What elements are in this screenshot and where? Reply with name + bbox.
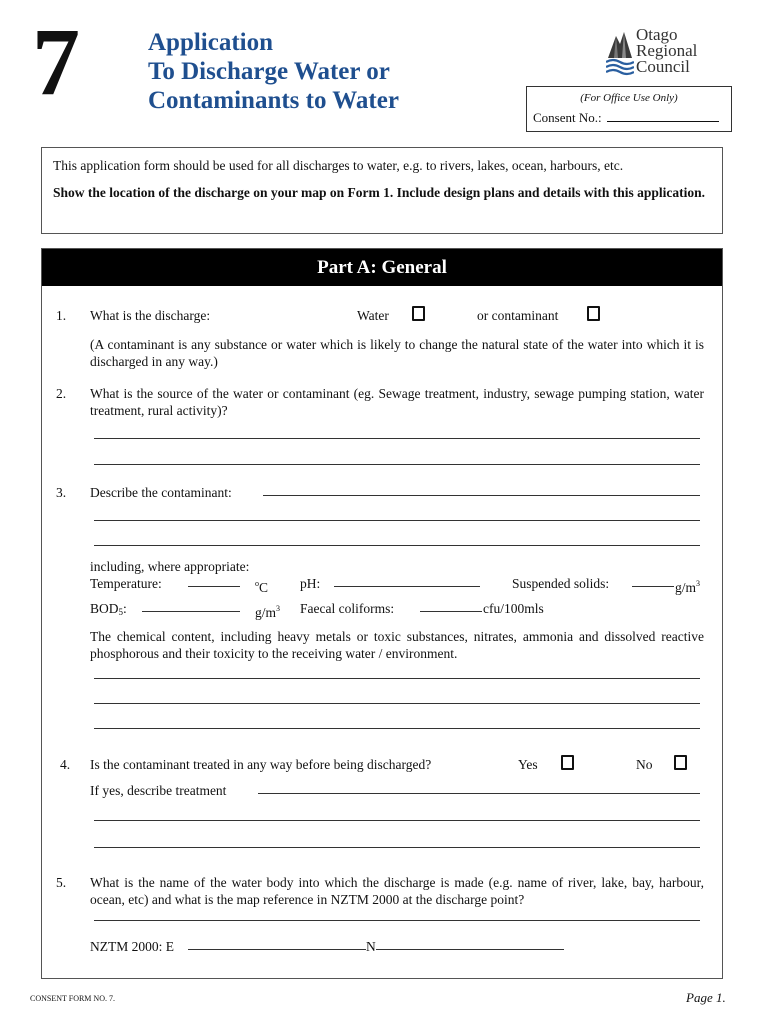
treatment-answer-line-2[interactable] [94,820,700,821]
title-line-3: Contaminants to Water [148,87,399,114]
part-a-section [41,248,723,979]
q5-text: What is the name of the water body into which the discharge is made (e.g. name of river, lake, bay, harbour, ocean, etc) and what is the map reference in NZTM 2000 at the discharge point? [90,875,704,907]
chemical-content-text: The chemical content, including heavy metals or toxic substances, nitrates, ammonia and dissolved reactive phosphorous and their toxicity to the receiving water / environment. [90,629,704,661]
footer-form-label: CONSENT FORM NO. 7. [30,994,115,1003]
q1-note: (A contaminant is any substance or water which is likely to change the natural state of the water into which it is discharged in any way.) [90,337,704,369]
consent-no-field[interactable] [607,111,719,122]
q3-including: including, where appropriate: [90,559,250,574]
bod-field[interactable] [142,611,240,612]
temperature-unit: $^o$C [255,579,269,595]
intro-line-2: Show the location of the discharge on your map on Form 1. Include design plans and details with this application. [53,185,705,200]
faecal-coliforms-field[interactable] [420,611,482,612]
bod-unit: $g/m^3$ [255,604,281,620]
ph-field[interactable] [334,586,480,587]
q4-text: Is the contaminant treated in any way before being discharged? [90,757,432,772]
q3-text: Describe the contaminant: [90,485,232,500]
intro-line-1: This application form should be used for all discharges to water, e.g. to rivers, lakes, ocean, harbours, etc. [53,158,624,173]
q2-number: 2. [56,386,67,401]
part-a-title: Part A: General [42,249,722,286]
q2-answer-line-2[interactable] [94,464,700,465]
suspended-solids-label: Suspended solids: [512,576,610,591]
consent-no-row [533,110,731,126]
logo-text: Otago Regional Council [636,25,698,76]
form-title [148,28,399,115]
q2-answer-line-1[interactable] [94,438,700,439]
temperature-field[interactable] [188,586,240,587]
suspended-solids-unit: $g/m^3$ [675,579,701,595]
contaminant-checkbox[interactable] [587,306,600,321]
temperature-label: Temperature: [90,576,162,591]
footer-page-number: Page 1. [686,990,726,1005]
title-line-2: To Discharge Water or [148,58,390,85]
mountain-logo-icon [606,28,634,80]
faecal-coliforms-label: Faecal coliforms: [300,601,395,616]
q1-number: 1. [56,308,67,323]
no-checkbox[interactable] [674,755,687,770]
treatment-answer-line-1[interactable] [258,793,700,794]
q1-text: What is the discharge: [90,308,211,323]
treatment-answer-line-3[interactable] [94,847,700,848]
consent-no-label: Consent No.: [533,110,602,125]
q1-water-label: Water [357,308,389,323]
intro-box [41,147,723,234]
water-checkbox[interactable] [412,306,425,321]
title-line-1: Application [148,29,274,56]
chemical-answer-line-1[interactable] [94,678,700,679]
q3-number: 3. [56,485,67,500]
chemical-answer-line-3[interactable] [94,728,700,729]
bod-label: $BOD_5$: [90,601,127,617]
q5-answer-line[interactable] [94,920,700,921]
nztm-e-label: NZTM 2000: E [90,939,174,954]
q3-answer-line-3[interactable] [94,545,700,546]
q3-answer-line-1[interactable] [263,495,700,496]
nztm-n-label: N [366,939,376,954]
otago-regional-council-logo [606,25,726,84]
q4-no-label: No [636,757,653,772]
yes-checkbox[interactable] [561,755,574,770]
chemical-answer-line-2[interactable] [94,703,700,704]
faecal-coliforms-unit: cfu/100mls [483,601,544,616]
q4-if-yes: If yes, describe treatment [90,783,227,798]
suspended-solids-field[interactable] [632,586,674,587]
q3-answer-line-2[interactable] [94,520,700,521]
form-number: 7 [32,8,80,115]
office-use-box [526,86,732,132]
q2-text: What is the source of the water or contaminant (eg. Sewage treatment, industry, sewage pumping station, water treatment, rural activity)? [90,386,704,418]
q4-yes-label: Yes [518,757,538,772]
q5-number: 5. [56,875,67,890]
nztm-e-field[interactable] [188,949,366,950]
ph-label: pH: [300,576,321,591]
q4-number: 4. [60,757,71,772]
q1-contaminant-label: or contaminant [477,308,559,323]
office-use-label: (For Office Use Only) [580,92,678,104]
nztm-n-field[interactable] [376,949,564,950]
